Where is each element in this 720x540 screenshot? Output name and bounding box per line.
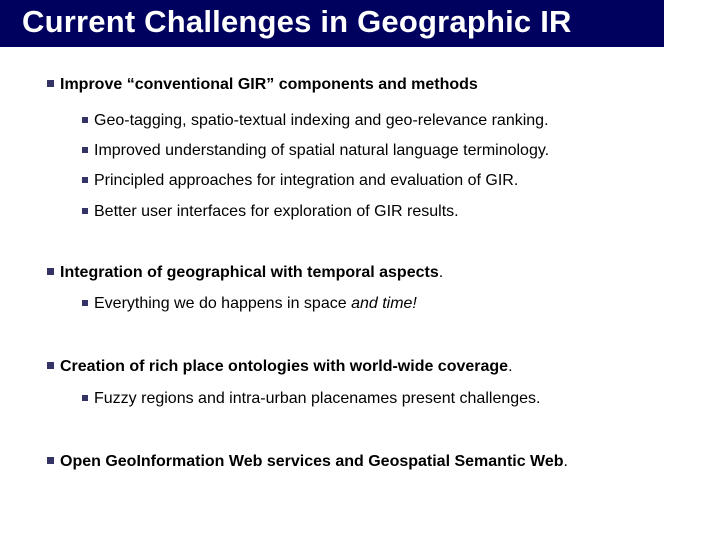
bullet-2-sub-1-text: Everything we do happens in space and time! (94, 295, 417, 312)
bullet-square-icon (47, 362, 54, 369)
bullet-1-text: Improve “conventional GIR” components and methods (60, 76, 478, 93)
bullet-4-period: . (563, 453, 568, 470)
bullet-square-icon (82, 395, 88, 401)
bullet-3-period: . (508, 358, 513, 375)
bullet-3 (47, 358, 513, 376)
bullet-square-icon (82, 300, 88, 306)
bullet-square-icon (82, 117, 88, 123)
bullet-2-text: Integration of geographical with temporal aspects (60, 264, 439, 281)
bullet-2-period: . (438, 264, 444, 281)
bullet-1 (47, 76, 478, 94)
bullet-2 (47, 264, 443, 282)
bullet-1-sub-2 (82, 142, 549, 160)
bullet-2-sub-1 (82, 295, 417, 313)
bullet-square-icon (47, 457, 54, 464)
bullet-square-icon (82, 177, 88, 183)
slide-title: Current Challenges in Geographic IR (22, 4, 572, 39)
bullet-3-sub-1 (82, 390, 540, 408)
bullet-3-text: Creation of rich place ontologies with world-wide coverage (60, 358, 509, 375)
bullet-1-sub-1 (82, 112, 549, 130)
bullet-1-sub-2-text: Improved understanding of spatial natural language terminology. (94, 142, 550, 159)
bullet-1-sub-4-text: Better user interfaces for exploration of GIR results. (94, 203, 459, 220)
bullet-1-sub-3-text: Principled approaches for integration and evaluation of GIR. (94, 172, 519, 189)
bullet-1-sub-1-text: Geo-tagging, spatio-textual indexing and geo-relevance ranking. (94, 112, 549, 129)
bullet-3-sub-1-text: Fuzzy regions and intra-urban placenames present challenges. (94, 390, 541, 407)
bullet-1-sub-3 (82, 172, 518, 190)
bullet-square-icon (47, 268, 54, 275)
bullet-4 (47, 453, 568, 471)
bullet-1-sub-4 (82, 203, 459, 221)
emphasis-text: and time! (351, 295, 417, 312)
bullet-4-text: Open GeoInformation Web services and Geospatial Semantic Web (60, 453, 564, 470)
bullet-square-icon (82, 147, 88, 153)
title-bar (0, 0, 664, 47)
bullet-square-icon (82, 208, 88, 214)
bullet-square-icon (47, 80, 54, 87)
